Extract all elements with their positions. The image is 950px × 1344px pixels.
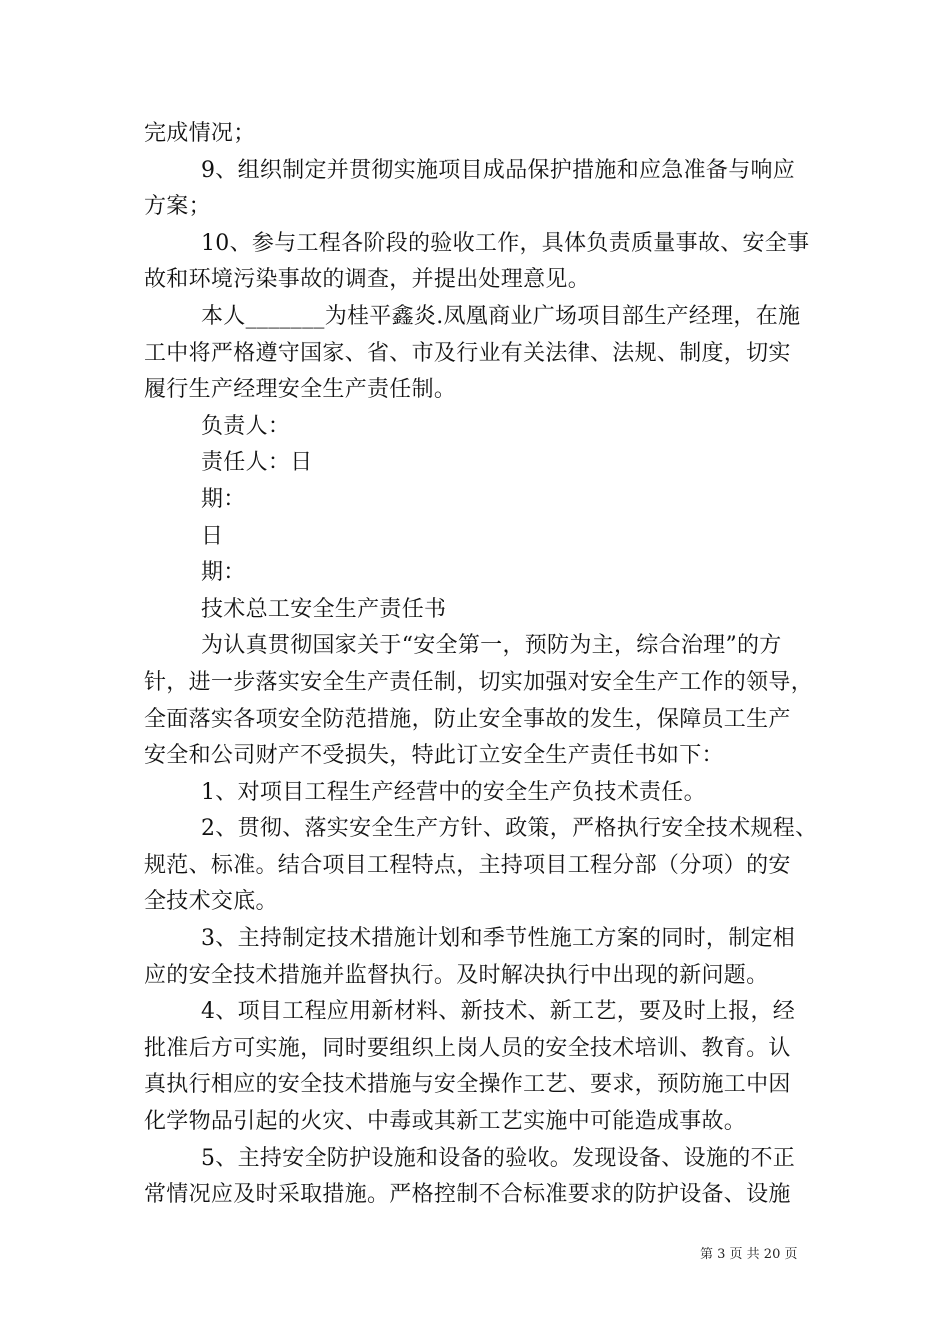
body-text [144,116,818,1214]
text-line: 期： [201,560,246,586]
text-line: 批准后方可实施，同时要组织上岗人员的安全技术培训、教育。认 [144,1035,791,1061]
text-line: 应的安全技术措施并监督执行。及时解决执行中出现的新问题。 [144,962,769,988]
text-line: 真执行相应的安全技术措施与安全操作工艺、要求，预防施工中因 [144,1072,791,1098]
text-line: 4、项目工程应用新材料、新技术、新工艺，要及时上报，经 [201,999,796,1025]
text-line: 1、对项目工程生产经营中的安全生产负技术责任。 [201,779,706,805]
text-line: 10、参与工程各阶段的验收工作，具体负责质量事故、安全事 [201,230,810,256]
text-line: 责任人：日 [201,450,313,476]
text-line: 规范、标准。结合项目工程特点，主持项目工程分部（分项）的安 [144,852,791,878]
text-line: 针，进一步落实安全生产责任制，切实加强对安全生产工作的领导， [144,669,814,695]
text-line: 日 [201,523,224,549]
text-line: 为认真贯彻国家关于“安全第一，预防为主，综合治理”的方 [201,633,782,659]
text-line: 负责人： [201,413,291,439]
text-line: 全技术交底。 [144,889,278,915]
text-line: 技术总工安全生产责任书 [201,596,447,622]
text-line: 9、组织制定并贯彻实施项目成品保护措施和应急准备与响应 [201,157,796,183]
text-line: 安全和公司财产不受损失，特此订立安全生产责任书如下： [144,743,724,769]
text-line: 方案； [144,194,211,220]
text-line: 履行生产经理安全生产责任制。 [144,377,457,403]
page-number: 第 3 页 共 20 页 [700,1247,798,1262]
text-line: 完成情况； [144,121,256,146]
text-line: 故和环境污染事故的调查，并提出处理意见。 [144,267,591,293]
text-line: 3、主持制定技术措施计划和季节性施工方案的同时，制定相 [201,926,796,952]
text-line: 常情况应及时采取措施。严格控制不合标准要求的防护设备、设施 [144,1182,791,1208]
text-line: 全面落实各项安全防范措施，防止安全事故的发生，保障员工生产 [144,706,791,732]
text-line: 本人_______为桂平鑫炎.凤凰商业广场项目部生产经理，在施 [201,303,801,329]
text-line: 5、主持安全防护设施和设备的验收。发现设备、设施的不正 [201,1145,796,1171]
text-line: 期： [201,486,246,512]
text-line: 工中将严格遵守国家、省、市及行业有关法律、法规、制度，切实 [144,340,791,366]
text-line: 2、贯彻、落实安全生产方针、政策，严格执行安全技术规程、 [201,816,818,842]
text-line: 化学物品引起的火灾、中毒或其新工艺实施中可能造成事故。 [144,1109,747,1135]
